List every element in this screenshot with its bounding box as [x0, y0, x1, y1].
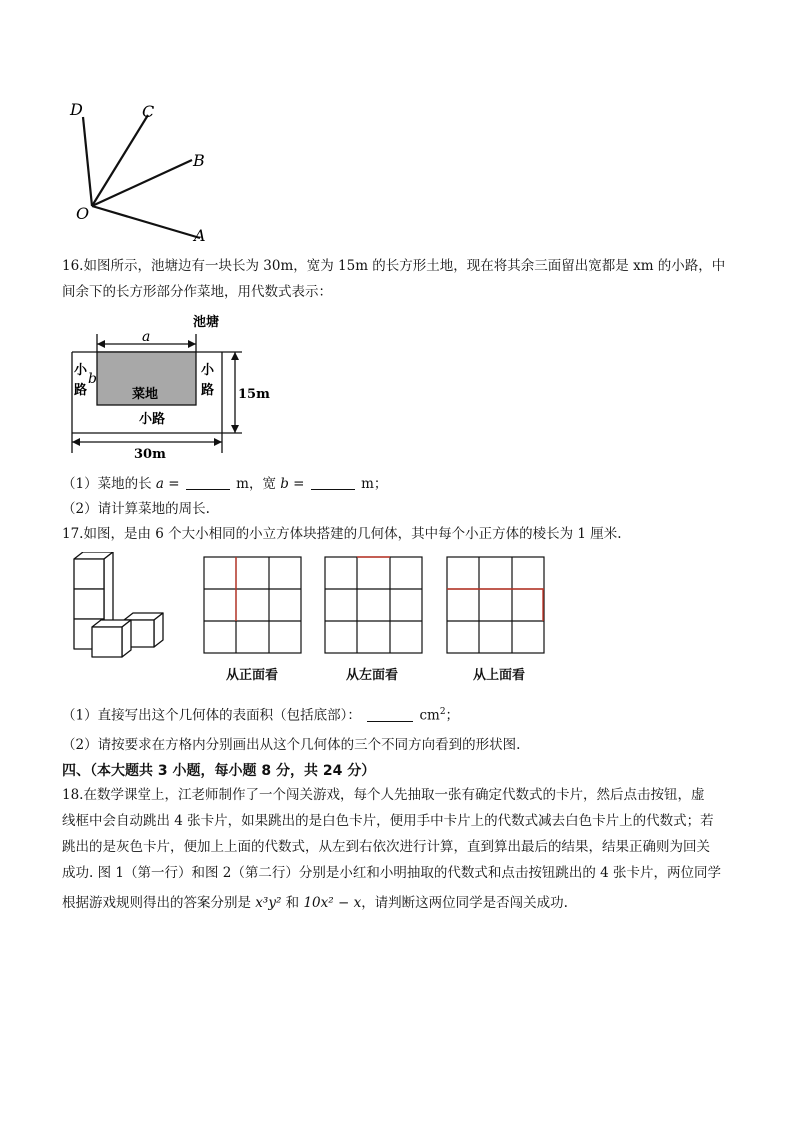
garden-label: 菜地 [132, 387, 159, 402]
q18-line5-prefix: 根据游戏规则得出的答案分别是 [62, 895, 251, 911]
q18-line3: 跳出的是灰色卡片，便加上上面的代数式，从左到右依次进行计算，直到算出最后的结果，结果正确则为回关 [62, 839, 710, 855]
path-left-2: 路 [74, 383, 88, 398]
cube-solid-figure [66, 552, 178, 662]
pond-label: 池塘 [193, 315, 220, 330]
label-a: A [194, 226, 206, 245]
q16-part1-prefix: （1）菜地的长 [62, 476, 152, 492]
left-view-caption: 从左面看 [346, 668, 399, 683]
label-b: B [193, 151, 205, 170]
answer-blank-area[interactable] [367, 709, 413, 722]
q17-stem: 17.如图，是由 6 个大小相同的小立方体块搭建的几何体，其中每个小正方体的棱长为 1 厘米. [62, 526, 622, 542]
label-d: D [70, 100, 83, 119]
q16-stem-line2: 间余下的长方形部分作菜地，用代数式表示： [62, 284, 332, 300]
q18-line5-and: 和 [285, 895, 300, 911]
path-left-1: 小 [74, 363, 88, 378]
label-o: O [76, 204, 90, 223]
q16-part1-mid: m，宽 [236, 476, 276, 492]
angle-figure [60, 95, 220, 245]
q18-answer2: 10x² − x [303, 895, 362, 911]
answer-blank-b[interactable] [311, 477, 355, 490]
q17-part1-exp: 2 [439, 707, 446, 717]
section4-heading: 四、（本大题共 3 小题，每小题 8 分，共 24 分） [62, 763, 376, 779]
q17-part2: （2）请按要求在方格内分别画出从这个几何体的三个不同方向看到的形状图. [62, 737, 521, 753]
q17-part1-end: ； [445, 707, 460, 724]
q17-part1 [62, 708, 459, 723]
q16-stem-line1: 16.如图所示，池塘边有一块长为 30m，宽为 15m 的长方形土地，现在将其余三面留出宽都是 xm 的小路，中 [62, 258, 726, 274]
b-label: b [88, 371, 97, 387]
answer-blank-a[interactable] [186, 477, 230, 490]
q18-answer1: x³y² [255, 895, 282, 911]
front-view-grid[interactable] [203, 556, 302, 654]
front-view-caption: 从正面看 [226, 668, 279, 683]
q18-line5 [62, 897, 568, 911]
label-c: C [142, 102, 155, 121]
top-view-grid[interactable] [446, 556, 545, 654]
path-right-2: 路 [201, 383, 215, 398]
q17-part1-unit: cm [419, 707, 440, 724]
width-label: 30m [134, 447, 166, 462]
path-bottom-label: 小路 [139, 412, 166, 427]
q18-line1: 18.在数学课堂上，江老师制作了一个闯关游戏，每个人先抽取一张有确定代数式的卡片，然后点击按钮，虚 [62, 787, 705, 803]
q16-part1-b: b = [280, 476, 305, 492]
q18-line4: 成功. 图 1（第一行）和图 2（第二行）分别是小红和小明抽取的代数式和点击按钮跳出的 4 张卡片，两位同学 [62, 865, 722, 881]
q16-part1-a: a = [155, 476, 180, 492]
path-right-1: 小 [201, 363, 215, 378]
q16-figure [60, 308, 290, 463]
q16-part2: （2）请计算菜地的周长. [62, 501, 210, 517]
height-label: 15m [238, 387, 270, 402]
q16-part1-end: m； [361, 476, 388, 492]
left-view-grid[interactable] [324, 556, 423, 654]
q18-line2: 线框中会自动跳出 4 张卡片，如果跳出的是白色卡片，便用手中卡片上的代数式减去白色卡片上的代数式；若 [62, 813, 714, 829]
a-label: a [142, 329, 151, 345]
q16-part1 [62, 477, 387, 492]
q18-line5-suffix: ，请判断这两位同学是否闯关成功. [361, 895, 568, 911]
q17-part1-text: （1）直接写出这个几何体的表面积（包括底部）： [62, 707, 361, 724]
top-view-caption: 从上面看 [473, 668, 526, 683]
